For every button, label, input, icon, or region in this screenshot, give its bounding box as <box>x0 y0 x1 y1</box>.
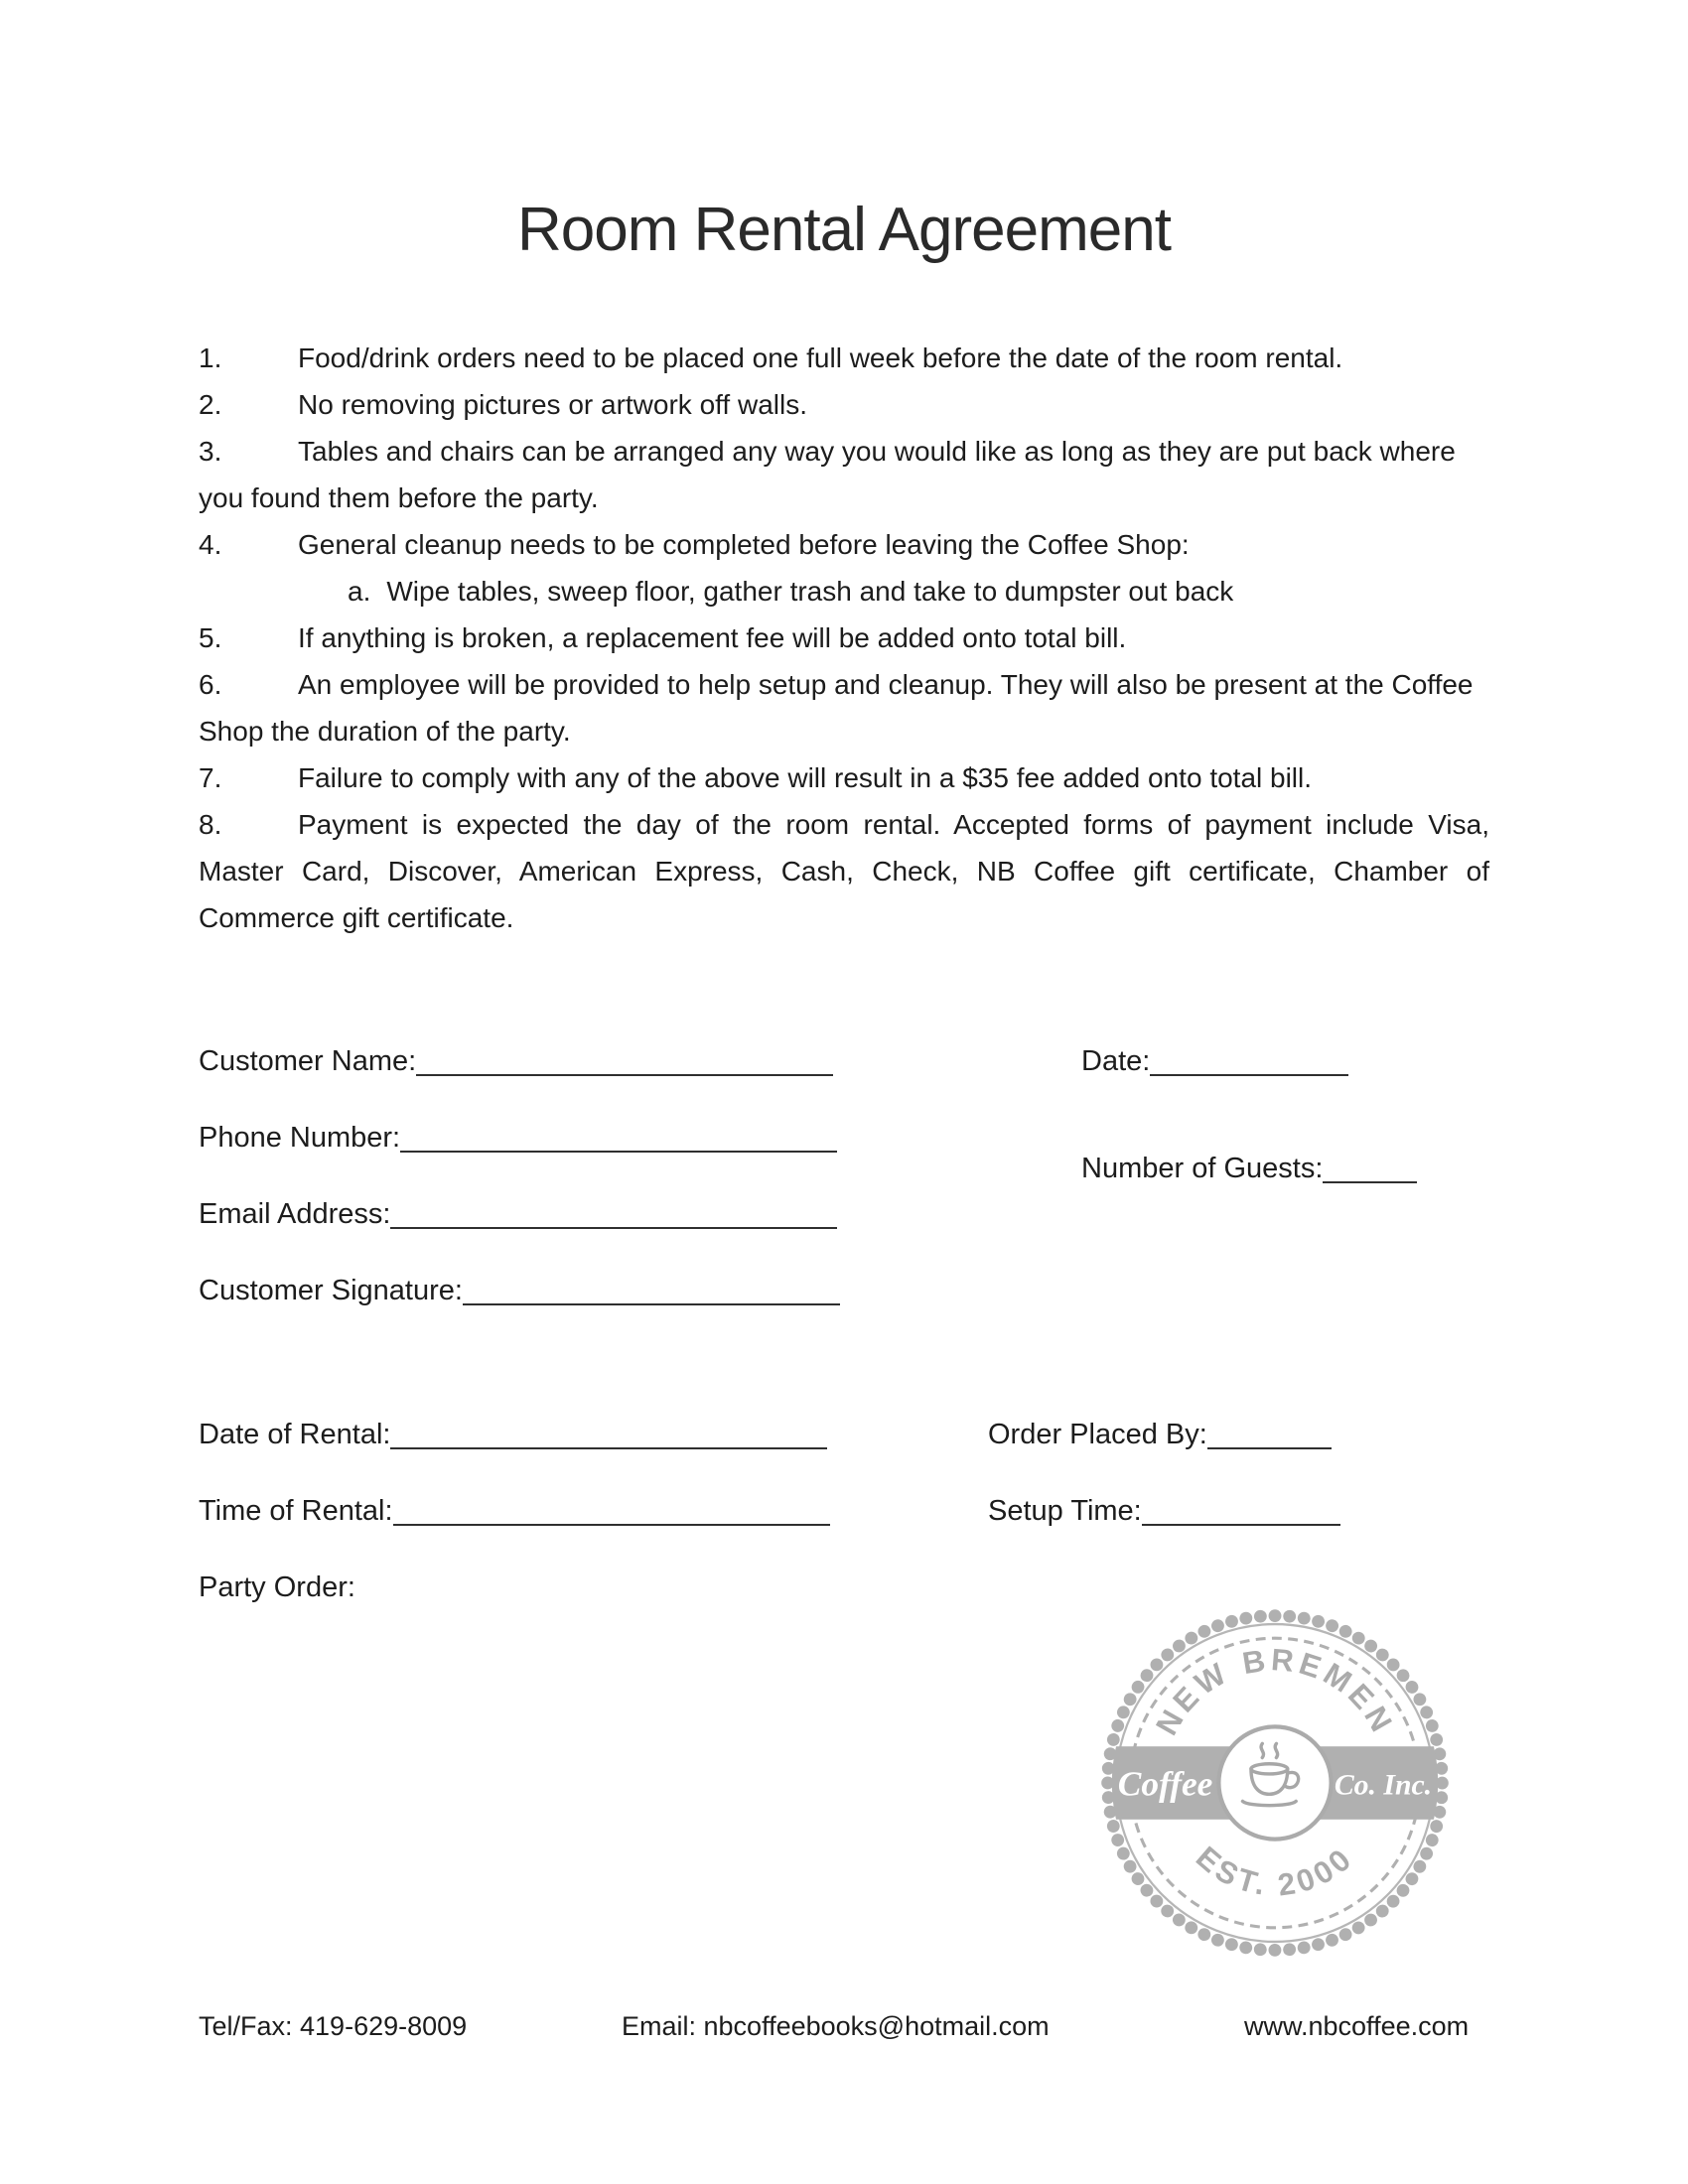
rule-text: Payment is expected the day of the room rental. Accepted forms of payment include Visa, Master Card, Discover, American Express, Cash, Check, NB Coffee gift certificate, Chamber of Commerce gift certificate. <box>199 809 1489 933</box>
rule-text: An employee will be provided to help setup and cleanup. They will also be present at the Coffee Shop the duration of the party. <box>199 669 1474 747</box>
form-row-signature <box>199 1268 1489 1314</box>
form-row-rental-date <box>199 1412 1489 1458</box>
rule-item-6 <box>199 661 1489 754</box>
order-placed-by-blank <box>1207 1420 1332 1449</box>
email-blank <box>390 1199 837 1229</box>
stamp-bottom-arc-text: EST. 2000 <box>1189 1840 1361 1903</box>
rule-item-8 <box>199 801 1489 941</box>
stamp-top-arc-text: NEW BREMEN <box>1149 1642 1401 1741</box>
rule-text: Wipe tables, sweep floor, gather trash and take to dumpster out back <box>386 576 1234 607</box>
rule-marker: 5. <box>199 622 222 653</box>
rule-marker: 4. <box>199 529 222 560</box>
rules-list <box>199 335 1489 941</box>
rule-marker: 2. <box>199 389 222 420</box>
date-field <box>1081 1038 1348 1085</box>
signature-label: Customer Signature: <box>199 1275 463 1306</box>
setup-time-blank <box>1142 1496 1340 1526</box>
customer-name-blank <box>416 1046 833 1076</box>
rule-text: Failure to comply with any of the above will result in a $35 fee added onto total bill. <box>298 762 1313 793</box>
rule-item-2 <box>199 381 1489 428</box>
rule-marker: 3. <box>199 436 222 467</box>
rule-marker: 1. <box>199 342 222 373</box>
setup-time-label: Setup Time: <box>988 1495 1142 1527</box>
form-row-email <box>199 1191 1489 1238</box>
order-placed-by-field <box>988 1412 1332 1458</box>
signature-blank <box>463 1276 840 1305</box>
page-footer <box>0 2011 1688 2051</box>
guests-blank <box>1323 1154 1417 1183</box>
rental-details-section <box>199 1412 1489 1611</box>
stamp-graphic <box>1092 1600 1458 1966</box>
form-row-rental-time <box>199 1488 1489 1535</box>
rental-time-blank <box>393 1496 830 1526</box>
rule-text: Tables and chairs can be arranged any way you would like as long as they are put back where you found them before the party. <box>199 436 1456 513</box>
party-order-label: Party Order: <box>199 1571 355 1603</box>
company-stamp <box>1092 1600 1458 1966</box>
footer-email: Email: nbcoffeebooks@hotmail.com <box>622 2011 1050 2041</box>
rule-marker: 7. <box>199 762 222 793</box>
customer-info-section <box>199 1038 1489 1314</box>
rental-time-label: Time of Rental: <box>199 1495 393 1527</box>
order-placed-by-label: Order Placed By: <box>988 1419 1207 1450</box>
rental-date-label: Date of Rental: <box>199 1419 391 1450</box>
rule-text: No removing pictures or artwork off walls. <box>298 389 807 420</box>
form-row-phone <box>199 1115 1489 1184</box>
rule-item-1 <box>199 335 1489 381</box>
rule-item-5 <box>199 614 1489 661</box>
guests-field <box>1081 1146 1417 1192</box>
email-label: Email Address: <box>199 1198 391 1230</box>
rule-item-4a <box>199 568 1489 614</box>
rule-item-4 <box>199 521 1489 568</box>
rule-item-3 <box>199 428 1489 521</box>
rule-text: Food/drink orders need to be placed one full week before the date of the room rental. <box>298 342 1343 373</box>
footer-telfax: Tel/Fax: 419-629-8009 <box>199 2011 468 2041</box>
rule-marker: a. <box>348 576 371 607</box>
phone-blank <box>400 1123 837 1153</box>
date-blank <box>1150 1046 1348 1076</box>
date-label: Date: <box>1081 1045 1151 1077</box>
rental-date-blank <box>390 1420 827 1449</box>
stamp-band-left-text: Coffee <box>1117 1763 1213 1804</box>
form-row-customer-name <box>199 1038 1489 1085</box>
phone-label: Phone Number: <box>199 1122 401 1154</box>
rule-text: General cleanup needs to be completed before leaving the Coffee Shop: <box>298 529 1190 560</box>
rule-item-7 <box>199 754 1489 801</box>
setup-time-field <box>988 1488 1340 1535</box>
rule-marker: 6. <box>199 669 222 700</box>
stamp-band-right-text: Co. Inc. <box>1334 1769 1433 1802</box>
page-title: Room Rental Agreement <box>517 196 1171 264</box>
rule-marker: 8. <box>199 809 222 840</box>
footer-website: www.nbcoffee.com <box>1244 2011 1470 2041</box>
rule-text: If anything is broken, a replacement fee will be added onto total bill. <box>298 622 1127 653</box>
guests-label: Number of Guests: <box>1081 1153 1324 1184</box>
customer-name-label: Customer Name: <box>199 1045 417 1077</box>
